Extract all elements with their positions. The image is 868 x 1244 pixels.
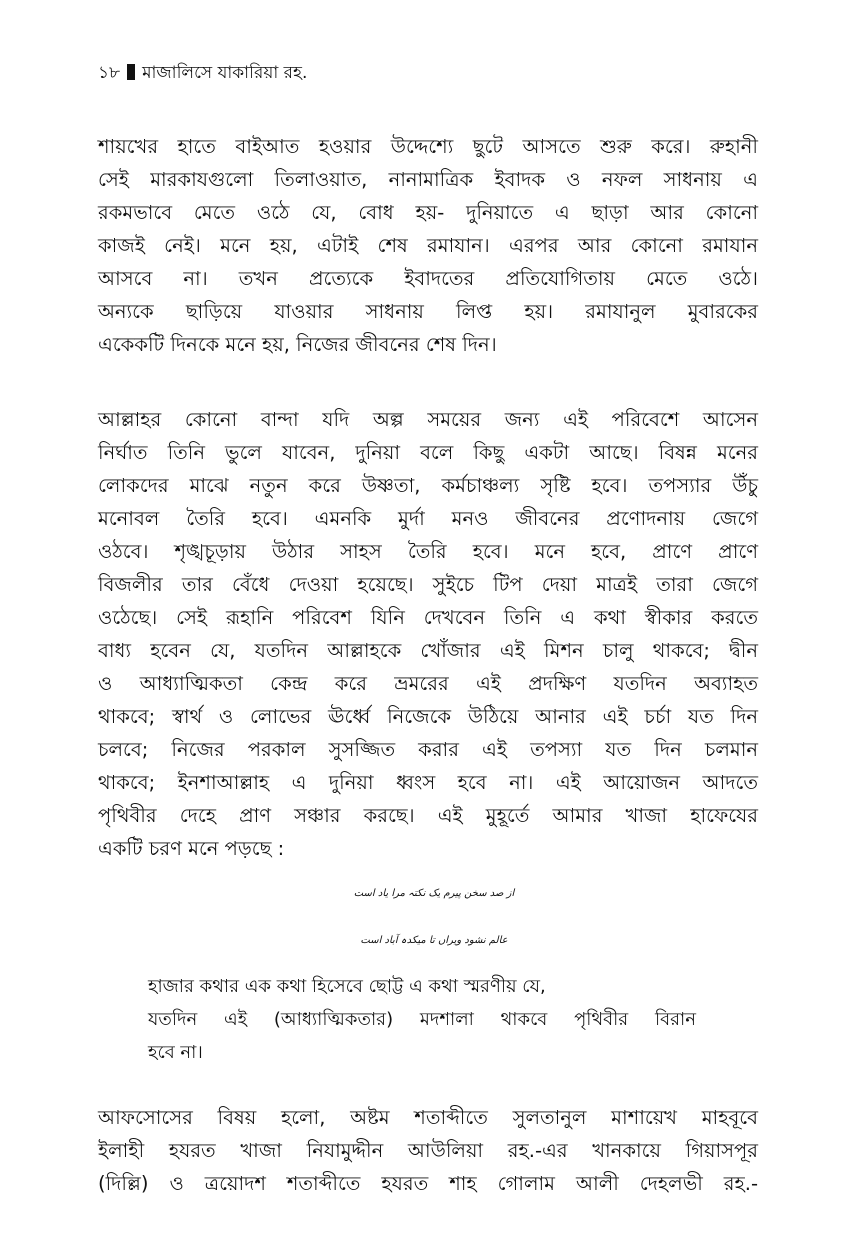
text-line: শায়খের হাতে বাইআত হওয়ার উদ্দেশ্যে ছুটে আসতে শুরু করে। রুহানী: [98, 135, 758, 158]
paragraph-3: [98, 1101, 758, 1200]
text-line: একেকটি দিনকে মনে হয়, নিজের জীবনের শেষ দিন।: [98, 333, 497, 356]
paragraph-1: [98, 130, 758, 361]
text-line: (দিল্লি) ও ত্রয়োদশ শতাব্দীতে হযরত শাহ গোলাম আলী দেহলভী রহ.-: [98, 1172, 758, 1195]
text-line: হাজার কথার এক কথা হিসেবে ছোট্ট এ কথা স্মরণীয় যে,: [148, 976, 546, 997]
text-line: ওঠবে। শৃঙ্খচূড়ায় উঠার সাহস তৈরি হবে। মনে হবে, প্রাণে প্রাণে: [98, 540, 758, 563]
verse-translation: [148, 970, 696, 1069]
text-line: কাজই নেই। মনে হয়, এটাই শেষ রমাযান। এরপর আর কোনো রমাযান: [98, 234, 758, 257]
text-line: বাধ্য হবেন যে, যতদিন আল্লাহকে খোঁজার এই মিশন চালু থাকবে; দ্বীন: [98, 639, 758, 662]
text-line: রকমভাবে মেতে ওঠে যে, বোধ হয়- দুনিয়াতে এ ছাড়া আর কোনো: [98, 201, 758, 224]
text-line: সেই মারকাযগুলো তিলাওয়াত, নানামাত্রিক ইবাদক ও নফল সাধনায় এ: [98, 168, 758, 191]
text-line: আল্লাহর কোনো বান্দা যদি অল্প সময়ের জন্য এই পরিবেশে আসেন: [98, 408, 758, 431]
text-line: ইলাহী হযরত খাজা নিযামুদ্দীন আউলিয়া রহ.-এর খানকায়ে গিয়াসপূর: [98, 1139, 758, 1162]
text-line: হবে না।: [148, 1042, 203, 1063]
text-line: লোকদের মাঝে নতুন করে উষ্ণতা, কর্মচাঞ্চল্য সৃষ্টি হবে। তপস্যার উঁচু: [98, 474, 758, 497]
text-line: থাকবে; স্বার্থ ও লোভের ঊর্ধ্বে নিজেকে উঠিয়ে আনার এই চর্চা যত দিন: [98, 705, 758, 728]
text-line: অন্যকে ছাড়িয়ে যাওয়ার সাধনায় লিপ্ত হয়। রমাযানুল মুবারকের: [98, 300, 758, 323]
text-line: ও আধ্যাত্মিকতা কেন্দ্র করে ভ্রমরের এই প্রদক্ষিণ যতদিন অব্যাহত: [98, 672, 758, 695]
text-line: ওঠেছে। সেই রূহানি পরিবেশ যিনি দেখবেন তিনি এ কথা স্বীকার করতে: [98, 606, 758, 629]
page-number: ১৮: [98, 63, 121, 83]
text-line: বিজলীর তার বেঁধে দেওয়া হয়েছে। সুইচে টিপ দেয়া মাত্রই তারা জেগে: [98, 573, 758, 596]
text-line: মনোবল তৈরি হবে। এমনকি মুর্দা মনও জীবনের প্রণোদনায় জেগে: [98, 507, 758, 530]
text-line: আসবে না। তখন প্রত্যেকে ইবাদতের প্রতিযোগিতায় মেতে ওঠে।: [98, 267, 758, 290]
persian-verse-line-1: از صد سخن پیرم یک نکتہ مرا یاد است: [353, 888, 515, 899]
text-line: থাকবে; ইনশাআল্লাহ এ দুনিয়া ধ্বংস হবে না। এই আয়োজন আদতে: [98, 771, 758, 794]
persian-verse-line-2: عالم نشود ویراں تا میکدہ آباد است: [360, 935, 508, 946]
text-line: নির্ঘাত তিনি ভুলে যাবেন, দুনিয়া বলে কিছু একটা আছে। বিষন্ন মনের: [98, 441, 758, 464]
text-line: চলবে; নিজের পরকাল সুসজ্জিত করার এই তপস্যা যত দিন চলমান: [98, 738, 758, 761]
paragraph-2: [98, 403, 758, 865]
header-separator-mark: [127, 64, 135, 80]
text-line: যতদিন এই (আধ্যাত্মিকতার) মদশালা থাকবে পৃথিবীর বিরান: [148, 1009, 696, 1030]
text-line: পৃথিবীর দেহে প্রাণ সঞ্চার করছে। এই মুহূর্তে আমার খাজা হাফেযের: [98, 804, 758, 827]
text-line: আফসোসের বিষয় হলো, অষ্টম শতাব্দীতে সুলতানুল মাশায়েখ মাহবূবে: [98, 1106, 758, 1129]
book-title: মাজালিসে যাকারিয়া রহ.: [142, 63, 308, 83]
text-line: একটি চরণ মনে পড়ছে :: [98, 837, 285, 860]
running-header: [98, 60, 307, 88]
